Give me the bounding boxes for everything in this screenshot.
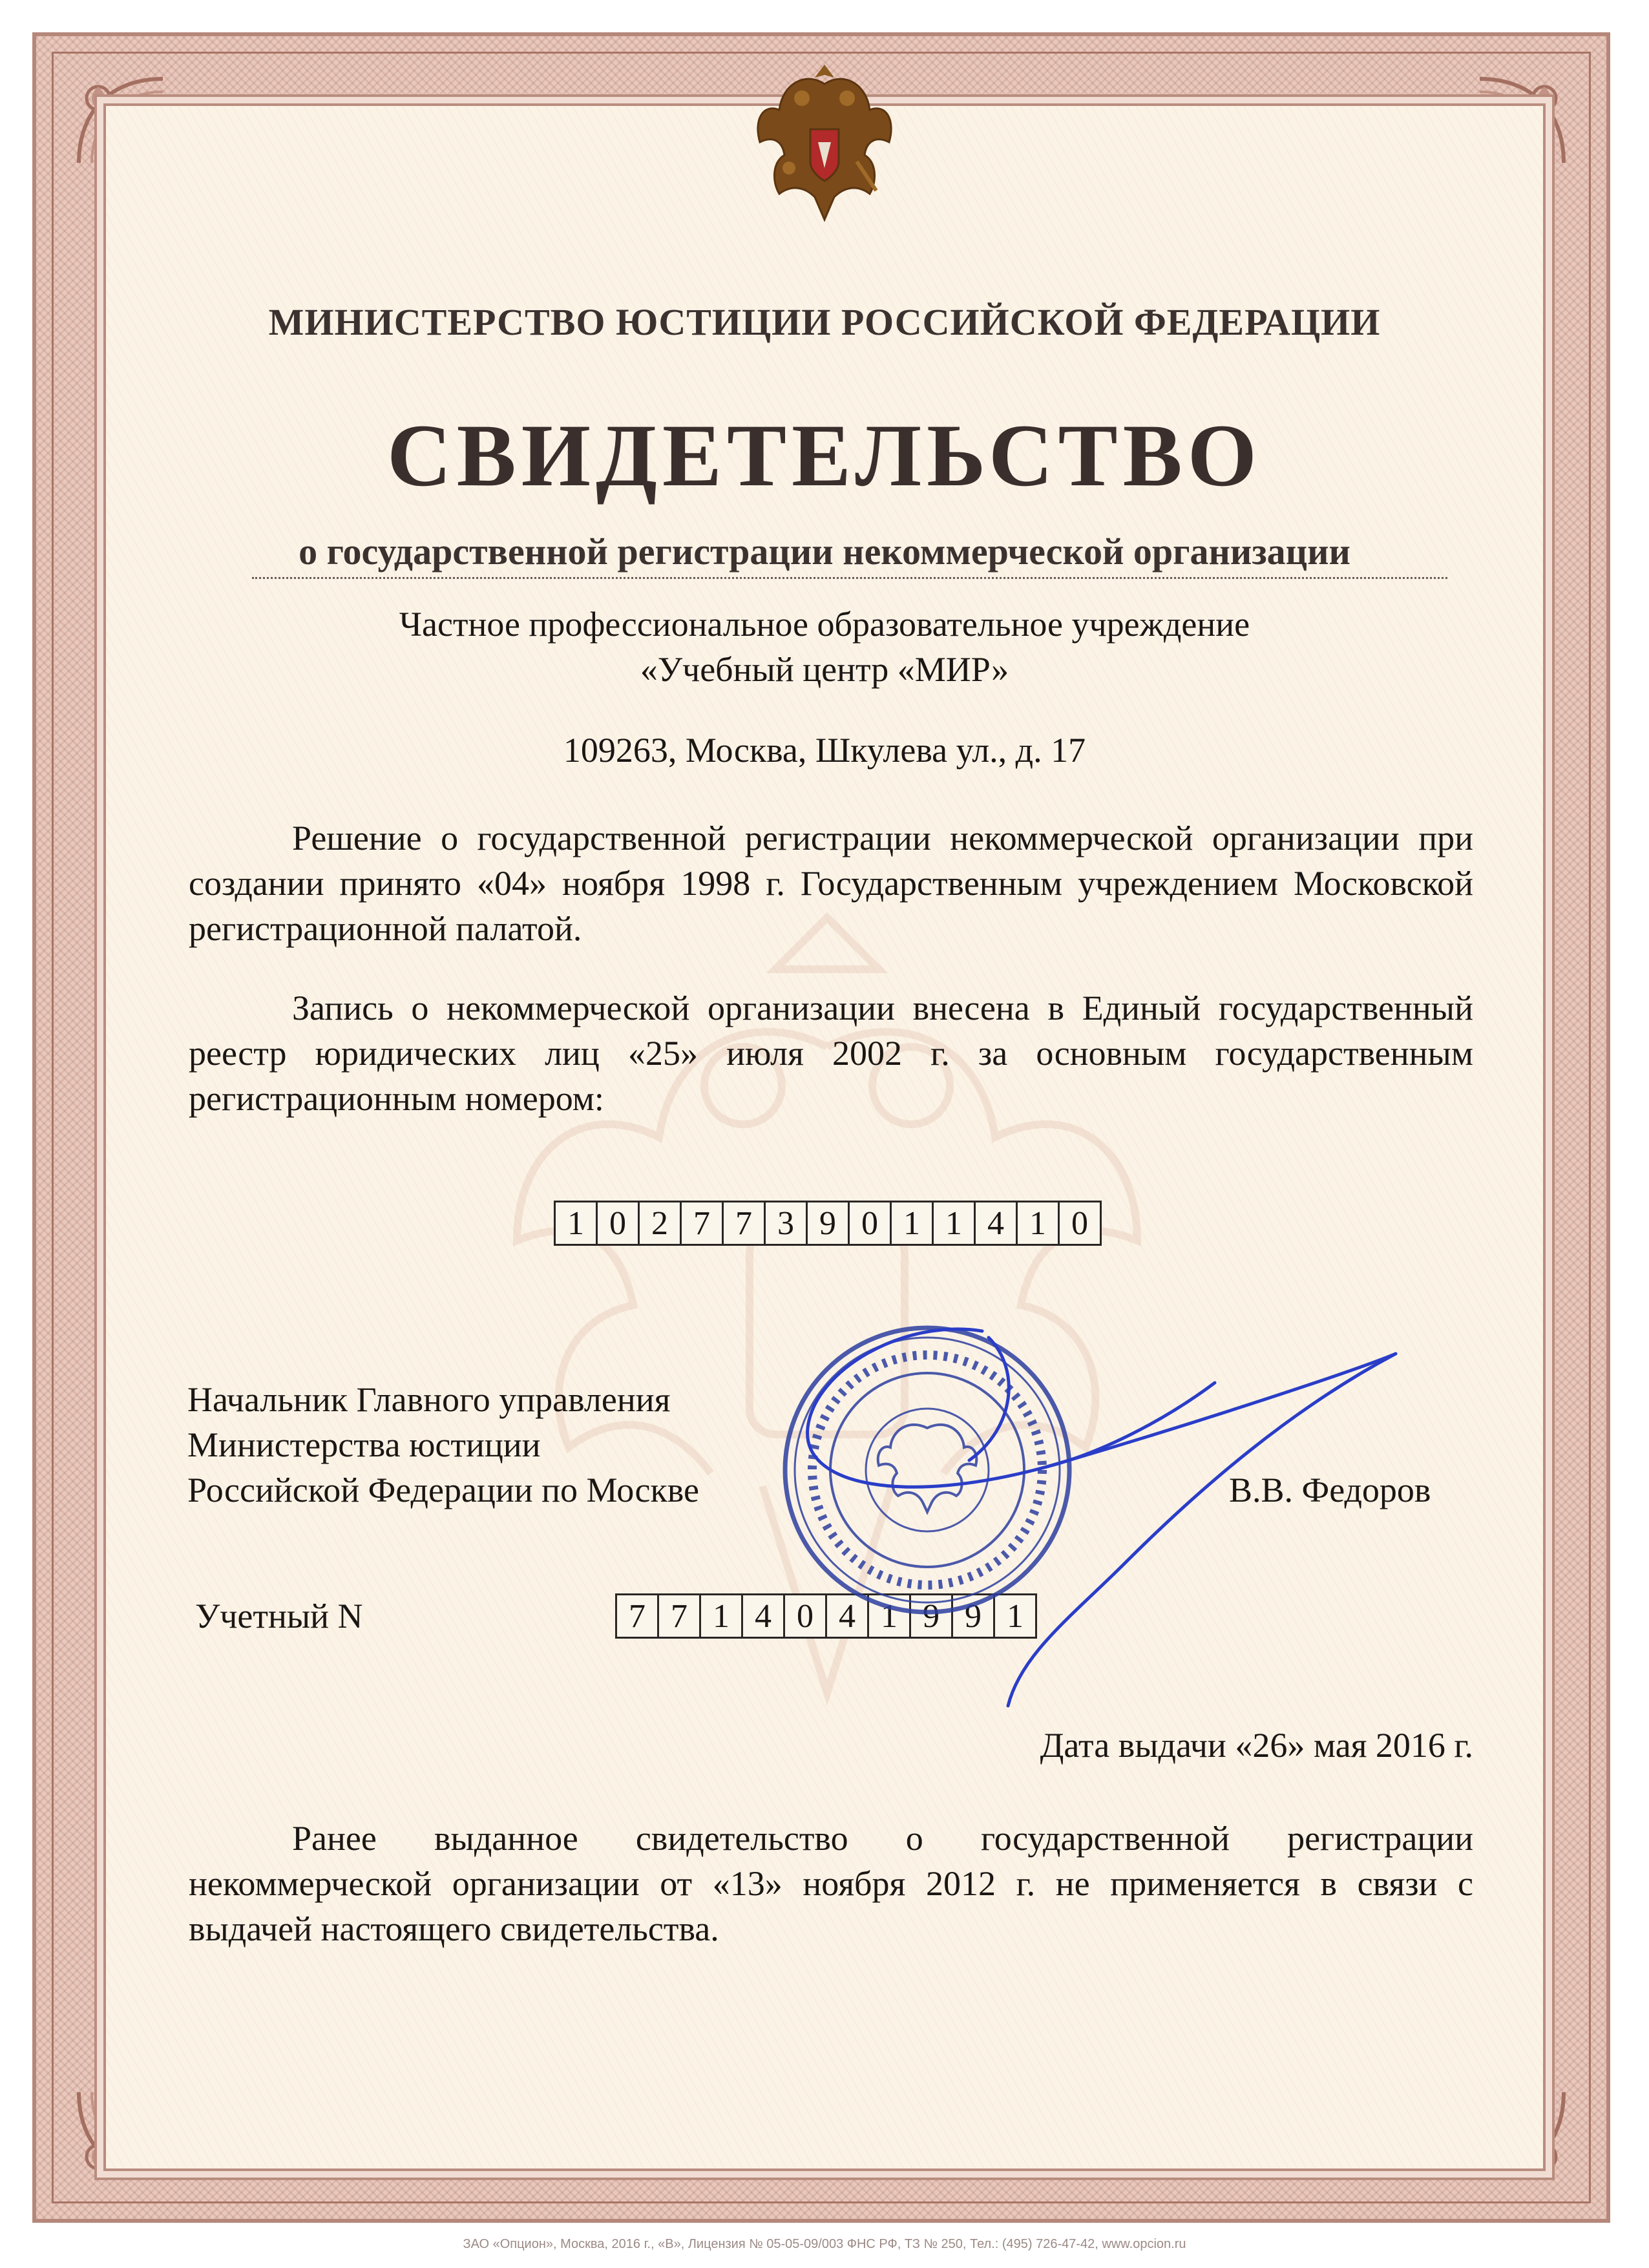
account-digit-box: 9 bbox=[909, 1593, 953, 1639]
account-digit-box: 4 bbox=[741, 1593, 785, 1639]
document-subtitle: о государственной регистрации некоммерческой организации bbox=[299, 530, 1350, 572]
account-digit-box: 7 bbox=[657, 1593, 701, 1639]
ogrn-digit-box: 0 bbox=[1058, 1201, 1102, 1246]
ministry-title: МИНИСТЕРСТВО ЮСТИЦИИ РОССИЙСКОЙ ФЕДЕРАЦИИ bbox=[268, 301, 1381, 343]
ogrn-digit-box: 0 bbox=[848, 1201, 892, 1246]
account-digit-box: 4 bbox=[825, 1593, 869, 1639]
decision-paragraph: Решение о государственной регистрации некоммерческой организации при создании принято «04» ноября 1998 г. Государственным учреждением Московской регистрационной палатой. bbox=[189, 819, 1473, 948]
account-digit-box: 1 bbox=[699, 1593, 743, 1639]
issue-date: Дата выдачи «26» мая 2016 г. bbox=[1040, 1726, 1473, 1765]
ogrn-digit-box: 1 bbox=[890, 1201, 934, 1246]
signatory-title-line1: Начальник Главного управления bbox=[187, 1380, 671, 1419]
signatory-title-line2: Министерства юстиции bbox=[187, 1425, 541, 1464]
ogrn-digit-box: 3 bbox=[764, 1201, 808, 1246]
account-digit-box: 1 bbox=[867, 1593, 911, 1639]
previous-certificate-paragraph: Ранее выданное свидетельство о государственной регистрации некоммерческой организации от «13» ноября 2012 г. не применяется в связи с выдачей настоящего свидетельства. bbox=[189, 1819, 1473, 1948]
subtitle-underline bbox=[252, 577, 1447, 579]
double-headed-eagle-icon bbox=[753, 58, 896, 226]
ogrn-digit-box: 1 bbox=[554, 1201, 598, 1246]
registry-paragraph: Запись о некоммерческой организации внесена в Единый государственный реестр юридических лиц «25» июля 2002 г. за основным государственным регистрационным номером: bbox=[189, 989, 1473, 1118]
account-digit-box: 7 bbox=[615, 1593, 659, 1639]
handwritten-signature bbox=[711, 1292, 1486, 1745]
ogrn-digit-box: 7 bbox=[680, 1201, 724, 1246]
ogrn-number bbox=[556, 1201, 1102, 1246]
organization-type: Частное профессиональное образовательное учреждение bbox=[399, 605, 1250, 644]
organization-name: «Учебный центр «МИР» bbox=[640, 650, 1009, 689]
ogrn-digit-box: 7 bbox=[722, 1201, 766, 1246]
organization-address: 109263, Москва, Шкулева ул., д. 17 bbox=[563, 731, 1086, 770]
signatory-name: В.В. Федоров bbox=[1229, 1471, 1431, 1509]
account-digit-box: 0 bbox=[783, 1593, 827, 1639]
ogrn-digit-box: 4 bbox=[974, 1201, 1018, 1246]
ogrn-digit-box: 9 bbox=[806, 1201, 850, 1246]
ogrn-digit-box: 0 bbox=[596, 1201, 640, 1246]
coat-of-arms bbox=[753, 58, 896, 226]
printer-imprint: ЗАО «Опцион», Москва, 2016 г., «В», Лицензия № 05-05-09/003 ФНС РФ, ТЗ № 250, Тел.: (495) 726-47-42, www.opcion.ru bbox=[463, 2237, 1186, 2251]
ogrn-digit-box: 2 bbox=[638, 1201, 682, 1246]
account-label: Учетный N bbox=[195, 1597, 363, 1635]
signatory-title-line3: Российской Федерации по Москве bbox=[187, 1471, 699, 1509]
ogrn-digit-box: 1 bbox=[1016, 1201, 1060, 1246]
account-digit-box: 9 bbox=[951, 1593, 995, 1639]
document-title: СВИДЕТЕЛЬСТВО bbox=[386, 406, 1263, 505]
account-digit-box: 1 bbox=[993, 1593, 1037, 1639]
ogrn-digit-box: 1 bbox=[932, 1201, 976, 1246]
